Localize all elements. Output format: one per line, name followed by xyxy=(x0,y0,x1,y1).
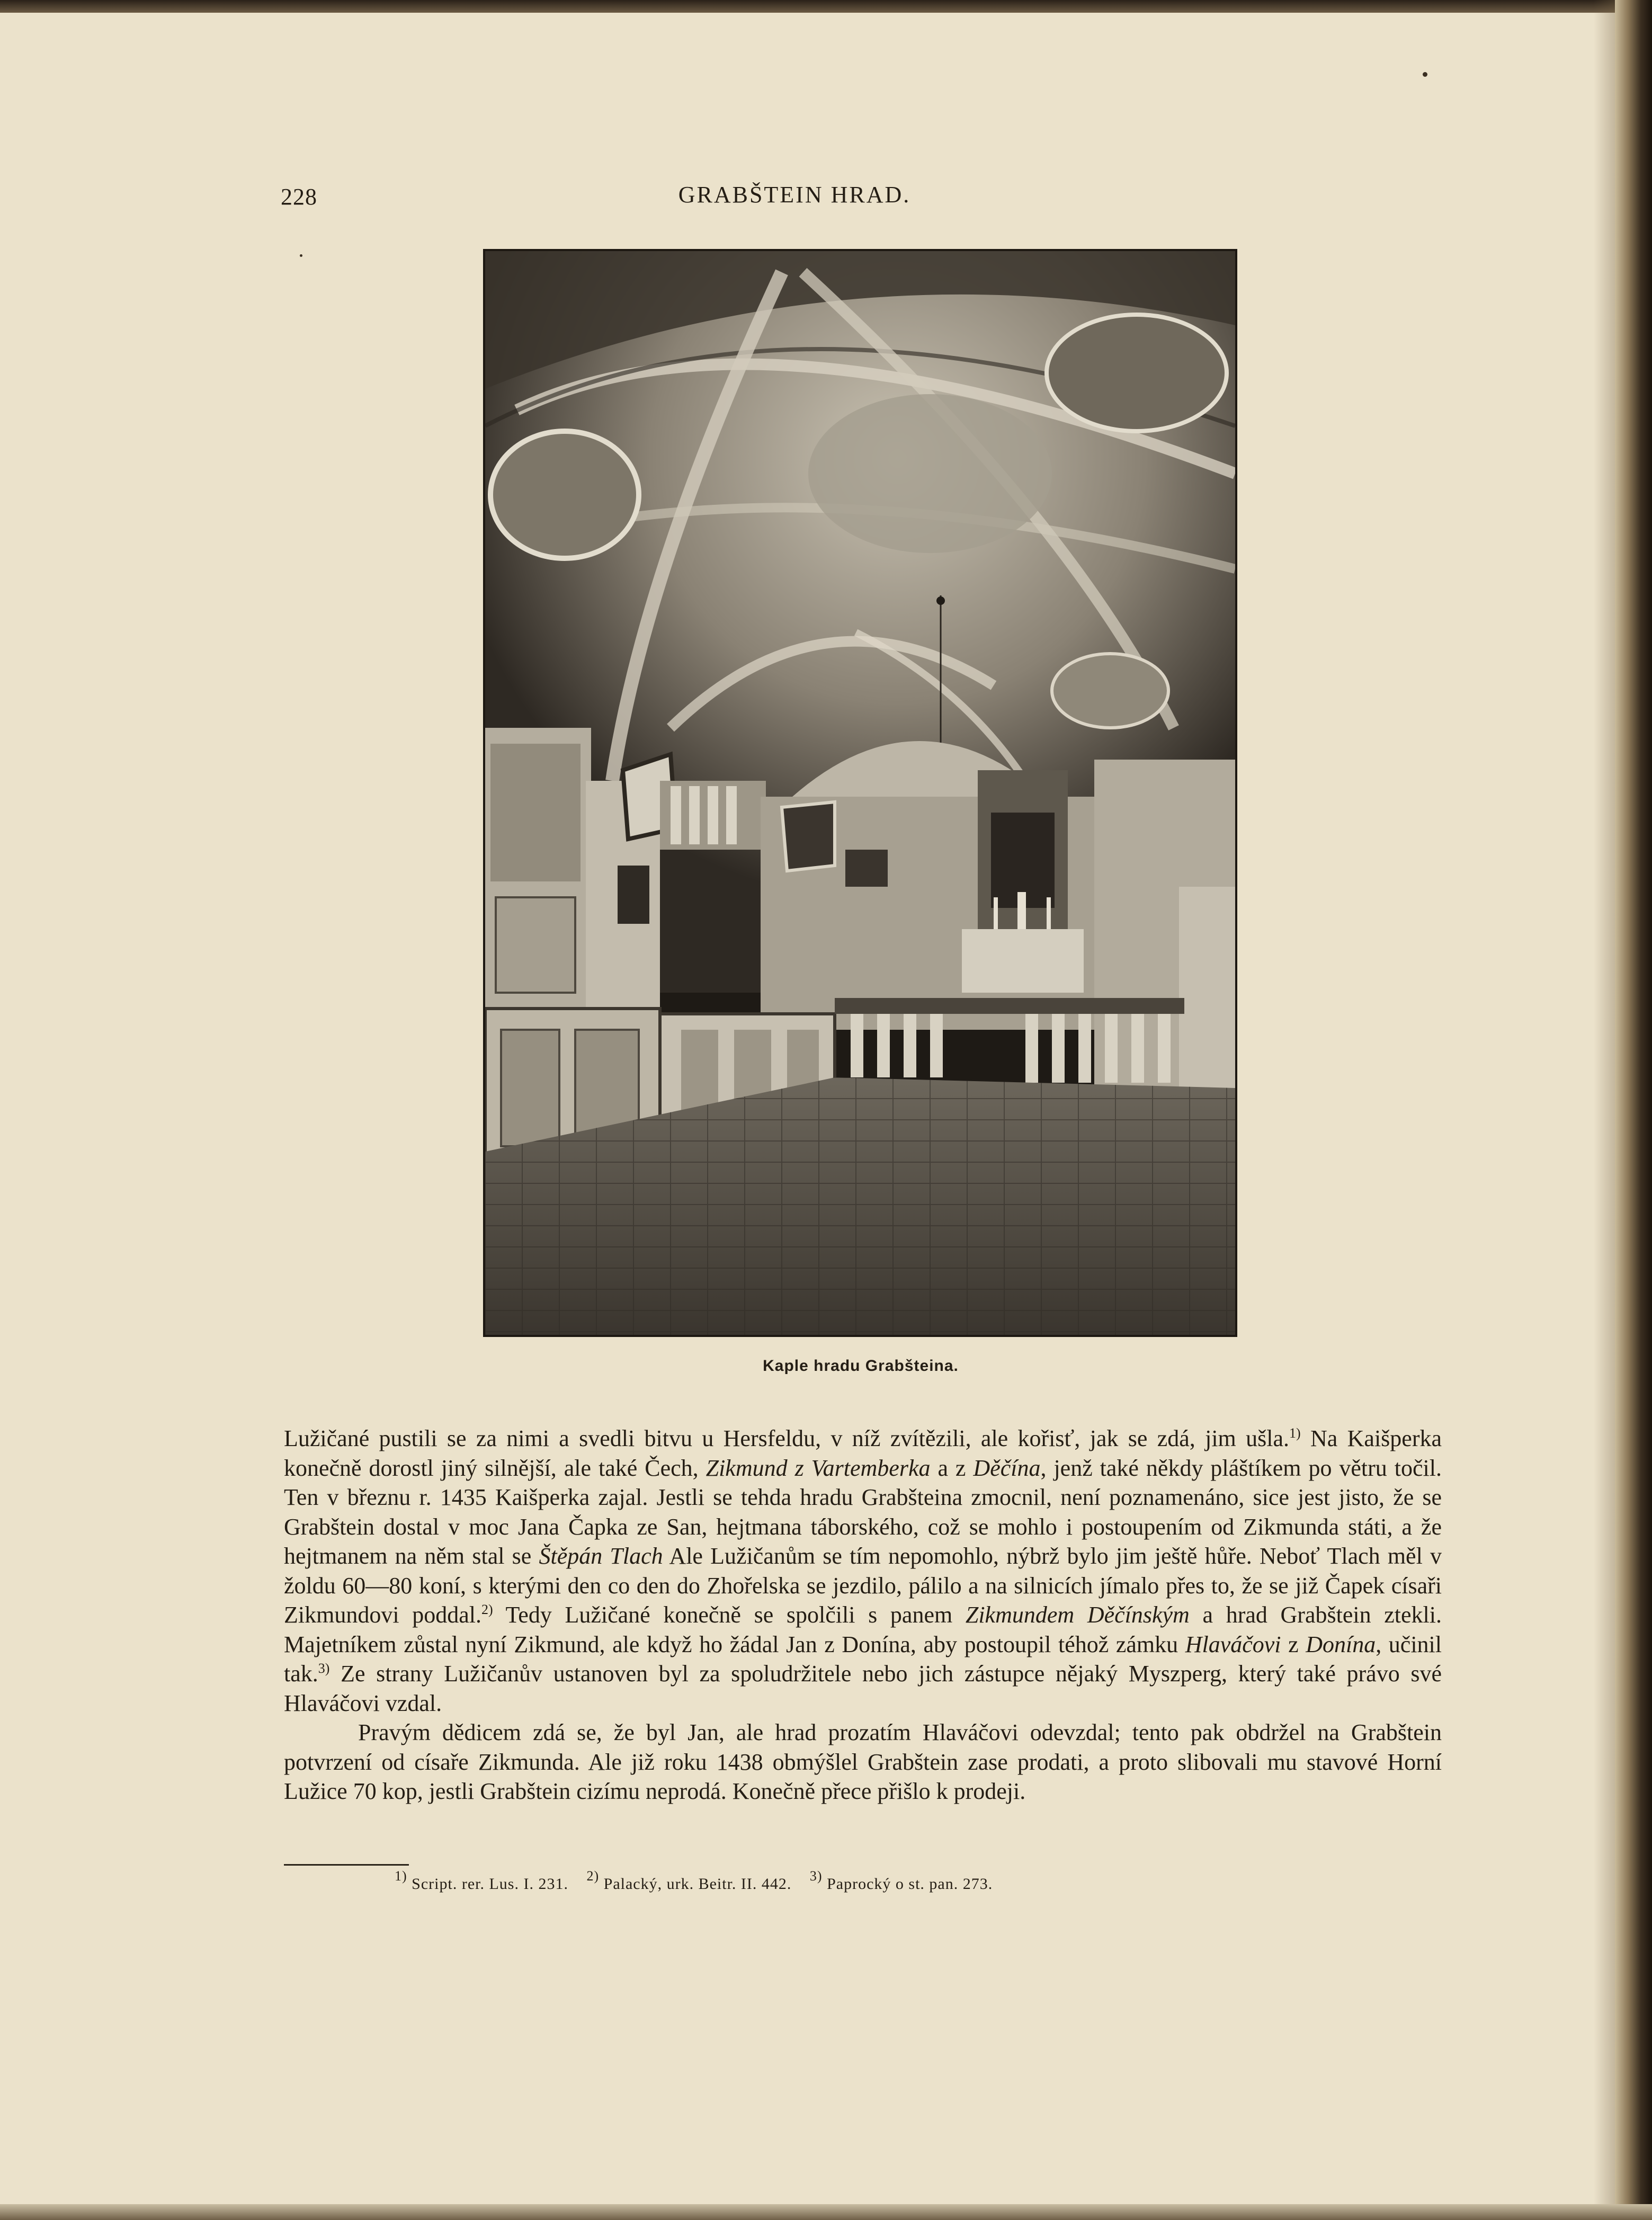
page-number: 228 xyxy=(281,184,317,210)
italic-name: Děčína xyxy=(973,1455,1041,1481)
footnotes xyxy=(395,1868,1006,1893)
footnote-mark: 2) xyxy=(586,1868,600,1884)
paragraph-1 xyxy=(284,1424,1442,1718)
scan-edge-bottom xyxy=(0,2204,1652,2220)
footnote-text: Paprocký o st. pan. 273. xyxy=(827,1875,993,1893)
scan-edge-right-shadow xyxy=(1594,0,1615,2220)
text-run: Tedy Lužičané konečně se spolčili s panem xyxy=(493,1602,966,1628)
text-run: Ale Lužičanům se tím nepomohlo, nýbrž bylo jim ještě hůře. Neboť Tlach měl v žoldu 60—80 koní, s kterými den co den do Zhořelska se jezdilo, pálilo a na silnicích jímalo přes to, že se již Čapek císaři Zikmundovi poddal. xyxy=(284,1543,1442,1628)
paragraph-2: Pravým dědicem zdá se, že byl Jan, ale hrad prozatím Hlaváčovi odevzdal; tento pak obdržel na Grabštein potvrzení od císaře Zikmunda. Ale již roku 1438 obmýšlel Grabštein zase prodati, a proto slibovali mu stavové Horní Lužice 70 kop, jestli Grabštein cizímu neprodá. Konečně přece přišlo k prodeji. xyxy=(284,1719,1442,1804)
paper-speck xyxy=(1423,72,1427,77)
footnote-text: Script. rer. Lus. I. 231. xyxy=(412,1875,568,1893)
footnote-marker: 1) xyxy=(1289,1425,1301,1441)
italic-name: Štěpán Tlach xyxy=(539,1543,663,1569)
text-run: a z xyxy=(930,1455,974,1481)
italic-name: Hlaváčovi xyxy=(1185,1631,1281,1657)
footnote-divider xyxy=(284,1864,409,1866)
scan-edge-right xyxy=(1615,0,1652,2220)
italic-name: Donína xyxy=(1306,1631,1376,1657)
text-run: a hrad Grabštein ztekli. Majetníkem zůstal nyní Zikmund, ale když ho žádal Jan z Donína, aby postoupil téhož zámku xyxy=(284,1602,1442,1657)
figure-caption: Kaple hradu Grabšteina. xyxy=(763,1357,959,1375)
chapel-photograph xyxy=(483,249,1237,1337)
footnote-text: Palacký, urk. Beitr. II. 442. xyxy=(603,1875,792,1893)
text-run: Na Kaišperka konečně dorostl jiný silnější, ale také Čech, xyxy=(284,1425,1442,1481)
footnote-mark: 1) xyxy=(395,1868,407,1884)
footnote-marker: 3) xyxy=(318,1661,330,1676)
body-text xyxy=(284,1424,1442,1806)
text-run: Lužičané pustili se za nimi a svedli bitvu u Hersfeldu, v níž zvítězili, ale kořisť, jak se zdá, jim ušla. xyxy=(284,1425,1289,1451)
text-run: Ze strany Lužičanův ustanoven byl za spoludržitele nebo jich zástupce nějaký Myszperg, který také právo své Hlaváčovi vzdal. xyxy=(284,1661,1442,1716)
scan-edge-top xyxy=(0,0,1652,13)
text-run: z xyxy=(1281,1631,1306,1657)
text-run: , učinil tak. xyxy=(284,1631,1442,1687)
italic-name: Zikmundem Děčínským xyxy=(965,1602,1190,1628)
italic-name: Zikmund z Vartemberka xyxy=(706,1455,931,1481)
text-run: , jenž také někdy pláštíkem po větru točil. Ten v březnu r. 1435 Kaišperka zajal. Jestli se tehda hradu Grabšteina zmocnil, není poznamenáno, sice jest jisto, že se Grabštein dostal v moc Jana Čapka ze San, hejtmana táborského, což se mohlo i postoupením od Zikmunda státi, a že hejtmanem na něm stal se xyxy=(284,1455,1442,1569)
footnote-2 xyxy=(586,1868,792,1893)
footnote-1 xyxy=(395,1868,568,1893)
running-title: GRABŠTEIN HRAD. xyxy=(678,182,911,208)
chapel-interior-image xyxy=(485,251,1235,1335)
footnote-3 xyxy=(809,1868,993,1893)
footnote-mark: 3) xyxy=(809,1868,823,1884)
paper-speck xyxy=(300,254,302,257)
footnote-marker: 2) xyxy=(481,1602,493,1617)
